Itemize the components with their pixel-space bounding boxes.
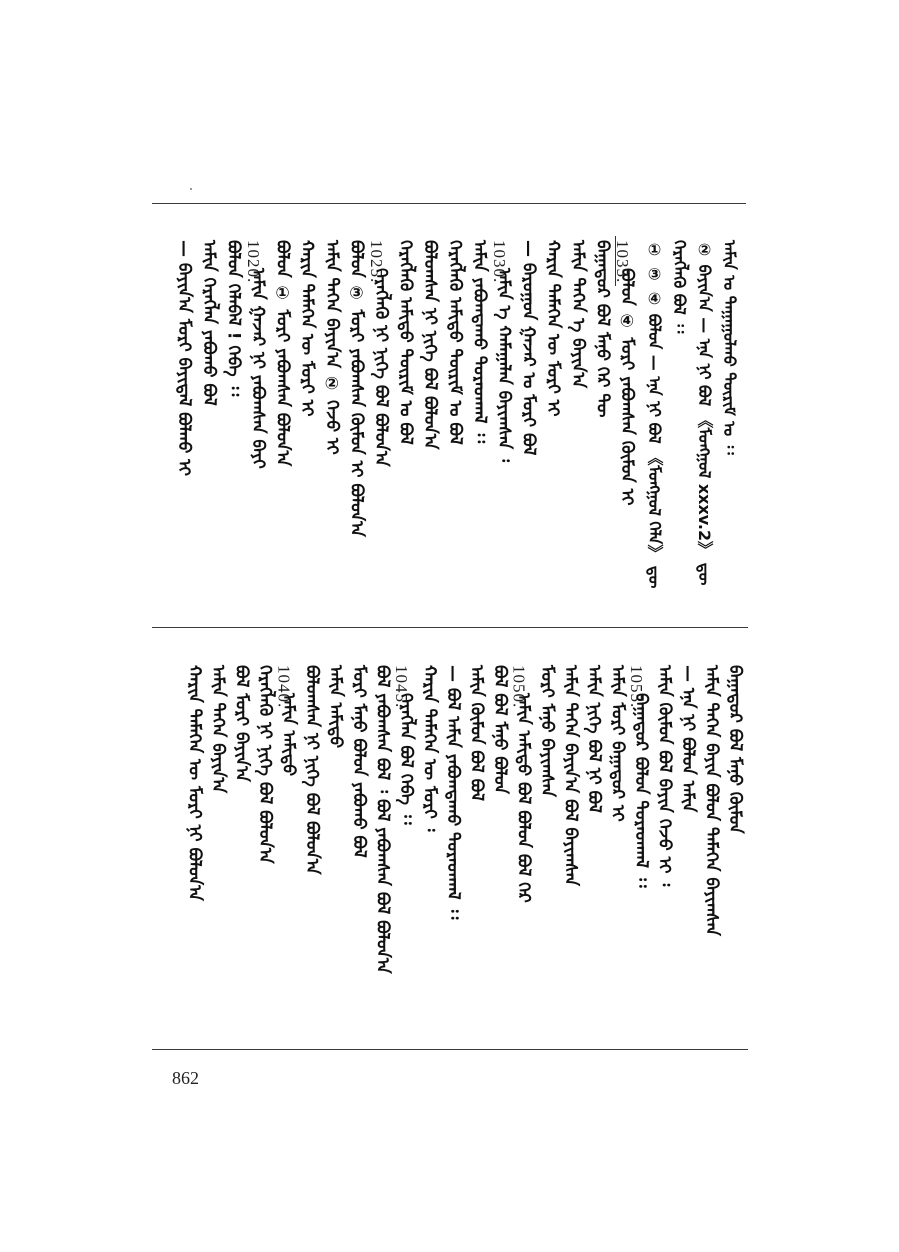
verse-text: ᠠᠮᠢᠨ ᠠᠮᠢᠳᠤ: [325, 665, 346, 749]
line-number: 1025.: [367, 240, 386, 284]
verse-text: ᠪᠣᠯᠤᠨ ᠬᠡᠯᠡᠪᠡᠯ ! ᠭᠡᠪᠡ ᠄᠄: [223, 240, 244, 397]
verse-text: — ᠪᠠᠷᠤᠭᠤᠨ ᠭᠠᠵᠠᠷ ᠤ ᠮᠣᠷᠢ ᠪᠣᠯ: [518, 240, 539, 456]
verse-text: — ᠡᠨᠡ ᠨᠢ ᠪᠣᠯᠤᠨ ᠠᠮᠢᠨ: [678, 665, 698, 813]
verse-text: ᠬᠡᠷᠡᠭᠯᠡᠬᠦ ᠠᠮᠢᠳᠤ ᠳᠦᠷᠢᠮ ᠤ ᠪᠣᠯ: [395, 240, 416, 445]
verse-text: ᠬᠠᠷᠢᠨ ᠲᠡᠮᠡᠭᠡᠨ ᠦ ᠮᠣᠷᠢ ᠢ: [543, 240, 564, 417]
line-number: 1055.: [627, 665, 646, 709]
verse-text: ᠠᠮᠢᠨ ᠭᠠᠵᠠᠷ ᠨᠢ ᠶᠠᠪᠤᠭᠰᠠᠨ ᠪᠠᠶᠢ: [248, 268, 268, 469]
verse-text: ᠪᠠᠭᠠᠲᠤᠷ ᠪᠣᠯᠤᠨ ᠳᠤᠷᠠᠳᠬᠠᠯ ᠄᠄: [631, 693, 651, 888]
verse-text: ᠪᠠᠭᠠᠲᠤᠷ ᠪᠣᠯ ᠮᠠᠨᠤ ᠬᠦᠮᠦᠨ: [725, 665, 745, 834]
verse-text: ᠪᠣᠯ ᠶᠠᠪᠤᠭᠰᠠᠨ ᠪᠣᠯ ᠄ ᠪᠣᠯ ᠶᠠᠪᠤᠭᠰᠠᠨ ᠪᠣᠯ ᠪᠣᠯᠤᠨ᠎ᠠ: [372, 665, 393, 974]
verse-text: ᠠᠮᠢᠨ ᠠᠮᠢᠳᠤ ᠪᠣᠯ ᠪᠣᠯᠤᠨ ᠪᠣᠯ ᠭᠡᠷ: [513, 693, 534, 903]
footnote-line: ① ③ ④ ᠪᠣᠯᠤᠨ — ᠡᠨᠡ ᠨᠢ ᠪᠣᠯ 《ᠮᠣᠩᠭᠣᠯ ᠬᠡᠯᠡ》 ᠳᠦ: [645, 240, 664, 589]
verse-text: ᠪᠣᠯᠤᠨ ③ ᠮᠣᠷᠢ ᠶᠠᠪᠤᠭᠰᠠᠨ ᠬᠦᠮᠦᠨ ᠢ ᠪᠣᠯᠤᠨ᠎ᠠ: [346, 240, 367, 537]
verse-text: — ᠪᠣᠯ ᠠᠮᠢᠨ ᠶᠠᠪᠤᠭᠳᠠᠬᠤ ᠳᠤᠷᠠᠳᠬᠠᠯ ᠄᠄: [443, 665, 463, 920]
verse-text: ᠠᠮᠢᠨ ᠳᠡᠭᠡᠨ ᠪᠠᠶᠢᠨ᠎ᠠ: [208, 665, 228, 794]
page-number: 862: [172, 1068, 199, 1088]
verse-text: ᠠᠮᠢᠨ ᠮᠣᠷᠢ ᠪᠠᠭᠠᠲᠤᠷ ᠢ: [607, 665, 628, 822]
verse-text: ᠬᠡᠷᠡᠭᠯᠡᠬᠦ ᠨᠢ ᠨᠢᠭᠡ ᠪᠣᠯ ᠪᠣᠯᠤᠨ᠎ᠠ: [371, 268, 391, 467]
bottom-rule: [152, 1049, 748, 1050]
verse-text: ᠠᠮᠢᠨ ᠶᠠᠪᠤᠭᠳᠠᠬᠤ ᠳᠤᠷᠠᠳᠬᠠᠯ ᠄᠄: [469, 240, 490, 444]
verse-text: ᠮᠣᠷᠢ ᠮᠠᠨᠤ ᠪᠠᠶᠢᠭᠰᠠᠨ: [537, 665, 557, 797]
verse-text: ᠠᠮᠢᠨ ᠳᠡᠭᠡᠨ ᠪᠠᠶᠢᠨ᠎ᠠ ② ᠭᠡᠵᠦ ᠢ: [321, 240, 342, 455]
verse-text: ᠠᠮᠢᠨ ᠳᠡᠭᠡᠨ ᠪᠠᠶᠢᠨ᠎ᠠ ᠪᠣᠯ ᠪᠠᠶᠢᠭᠰᠠᠨ: [560, 665, 581, 886]
line-number: 1050.: [509, 665, 529, 709]
verse-text: ᠠᠮᠢᠨ ᠬᠡᠷᠡᠭᠯᠡᠨ ᠶᠠᠪᠤᠬᠤ ᠪᠣᠯ: [198, 240, 219, 406]
verse-text: ᠬᠠᠷᠢᠨ ᠲᠡᠮᠡᠭᠡᠨ ᠦ ᠮᠣᠷᠢ ᠨᠢ ᠪᠣᠯᠤᠨ᠎ᠠ: [184, 665, 205, 901]
verse-text: ᠠᠮᠢᠨ ᠡ ᠬᠠᠮᠠᠭᠠᠯᠠᠨ ᠪᠠᠶᠢᠭᠰᠠᠨ ᠄: [494, 268, 514, 462]
verse-text: ᠠᠮᠢᠨ ᠳᠡᠭᠡᠨ ᠡ ᠪᠠᠶᠢᠨ᠎ᠠ: [567, 240, 588, 389]
line-number: 1020.: [244, 240, 263, 284]
verse-text: ᠬᠡᠷᠡᠭᠯᠡᠬᠦ ᠠᠮᠢᠳᠤ ᠳᠦᠷᠢᠮ ᠤ ᠪᠣᠯ: [444, 240, 465, 445]
top-rule: [152, 203, 746, 204]
verse-text: ᠪᠣᠯ ᠪᠣᠯ ᠮᠠᠨᠤ ᠪᠣᠯᠤᠨ: [490, 665, 510, 794]
verse-text: ᠬᠠᠷᠢᠨ ᠲᠡᠮᠡᠭᠡᠨ ᠦ ᠮᠣᠷᠢ ᠢ: [297, 240, 318, 417]
verse-text: ᠠᠮᠢᠨ ᠬᠦᠮᠦᠨ ᠪᠣᠯ ᠪᠣᠯ: [466, 665, 487, 801]
line-number: 1040.: [274, 665, 294, 709]
footnote-line: ᠠᠮᠢᠨ ᠤ ᠳᠠᠭᠠᠭᠤᠯᠬᠤ ᠳᠦᠷᠢᠮ ᠤ ᠄᠄: [720, 240, 739, 455]
line-number: 1030.: [490, 240, 509, 284]
verse-text: ᠪᠣᠯᠤᠭᠰᠠᠨ ᠨᠢ ᠨᠢᠭᠡ ᠪᠣᠯ ᠪᠣᠯᠤᠨ᠎ᠠ: [420, 240, 441, 450]
verse-text: ᠠᠮᠢᠨ ᠬᠦᠮᠦᠨ ᠪᠣᠯ ᠪᠠᠶᠢᠨ ᠭᠡᠵᠦ ᠢ ᠄: [654, 665, 675, 887]
verse-text: ᠠᠮᠢᠨ ᠠᠮᠢᠳᠤ: [278, 693, 299, 777]
verse-text: ᠪᠣᠯᠤᠭᠰᠠᠨ ᠨᠢ ᠨᠢᠭᠡ ᠪᠣᠯ ᠪᠣᠯᠤᠨ᠎ᠠ: [302, 665, 322, 875]
verse-column: [169, 240, 199, 600]
verse-text: ᠬᠠᠷᠢᠨ ᠲᠡᠮᠡᠭᠡᠨ ᠦ ᠮᠣᠷᠢ ᠄: [419, 665, 440, 832]
scan-speck: [190, 188, 192, 190]
middle-rule: [152, 627, 748, 628]
line-number: 1035.: [613, 240, 632, 284]
verse-text: ᠪᠠᠭᠠᠲᠤᠷ ᠪᠣᠯ ᠮᠠᠨᠤ ᠭᠡᠷ ᠲᠦ: [592, 240, 613, 418]
verse-text: ᠠᠮᠢᠨ ᠨᠢᠭᠡ ᠪᠣᠯ ᠨᠢ ᠪᠣᠯ: [584, 665, 604, 813]
verse-text: ᠪᠣᠯᠤᠨ ① ᠮᠣᠷᠢ ᠶᠠᠪᠤᠭᠰᠠᠨ ᠪᠣᠯᠤᠨ᠎ᠠ: [272, 240, 293, 467]
verse-text: ᠠᠮᠢᠨ ᠳᠡᠭᠡᠨ ᠪᠠᠶᠢᠨ ᠪᠣᠯᠤᠨ ᠲᠡᠮᠡᠭᠡᠨ ᠪᠠᠶᠢᠭᠰᠠᠨ: [701, 665, 722, 936]
verse-text: ᠮᠣᠷᠢ ᠮᠠᠨᠤ ᠪᠣᠯᠤᠨ ᠶᠠᠪᠤᠬᠤ ᠪᠣᠯ: [349, 665, 369, 858]
verse-text: ᠬᠡᠷᠡᠭᠯᠡᠨ ᠪᠣᠯ ᠭᠡᠪᠡ ᠄᠄: [396, 693, 416, 825]
verse-text: ᠪᠣᠯᠤᠨ ④ ᠮᠣᠷᠢ ᠶᠠᠪᠤᠭᠰᠠᠨ ᠬᠦᠮᠦᠨ ᠢ: [617, 268, 637, 506]
verse-column: [180, 665, 210, 1025]
footnote-line: ② ᠪᠠᠶᠢᠨ᠎ᠠ — ᠡᠨᠡ ᠨᠢ ᠪᠣᠯ 《ᠮᠣᠩᠭᠣᠯ xxxv.2》 ᠳᠦ: [695, 240, 714, 586]
line-number: 1045.: [392, 665, 411, 709]
footnote-line: ᠬᠡᠷᠡᠭᠯᠡᠬᠦ ᠪᠣᠯ ᠄᠄: [670, 240, 689, 334]
verse-text: ᠪᠣᠯ ᠮᠣᠷᠢ ᠪᠠᠶᠢᠨ᠎ᠠ: [231, 665, 252, 782]
verse-text: — ᠪᠠᠶᠢᠨ᠎ᠠ ᠮᠣᠷᠢ ᠪᠠᠶᠢᠳᠠᠯ ᠪᠣᠯᠬᠤ ᠢ: [174, 240, 195, 477]
verse-text: ᠬᠡᠷᠡᠭᠯᠡᠬᠦ ᠨᠢ ᠨᠢᠭᠡ ᠪᠣᠯ ᠪᠣᠯᠤᠨ᠎ᠠ: [255, 665, 275, 864]
